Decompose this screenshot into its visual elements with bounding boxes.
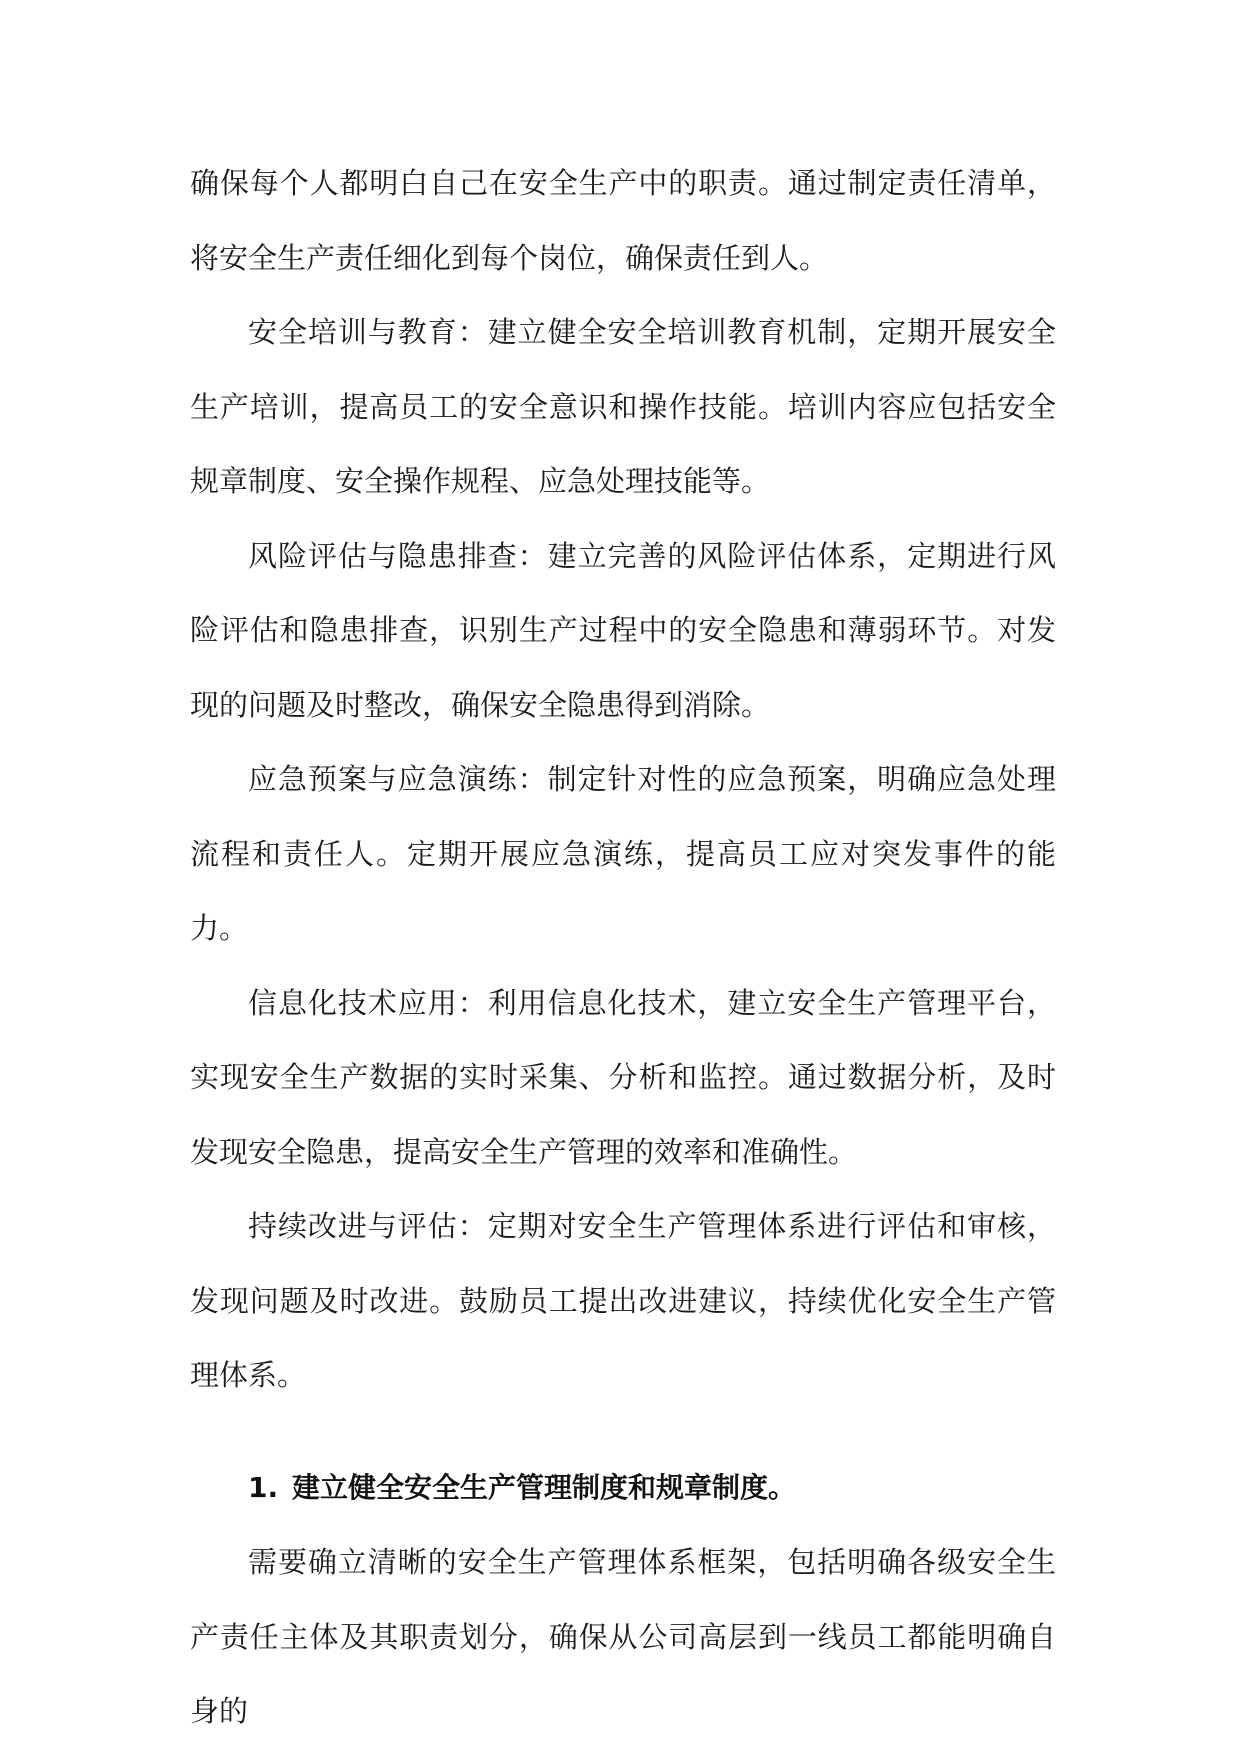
- paragraph-management-framework: 需要确立清晰的安全生产管理体系框架，包括明确各级安全生产责任主体及其职责划分，确保从公司高层到一线员工都能明确自身的: [190, 1545, 1056, 1728]
- paragraph-emergency-plan: 应急预案与应急演练：制定针对性的应急预案，明确应急处理流程和责任人。定期开展应急演练，提高员工应对突发事件的能力。: [190, 762, 1056, 945]
- paragraph-safety-training: 安全培训与教育：建立健全安全培训教育机制，定期开展安全生产培训，提高员工的安全意识和操作技能。培训内容应包括安全规章制度、安全操作规程、应急处理技能等。: [190, 315, 1056, 498]
- paragraph-it-application: 信息化技术应用：利用信息化技术，建立安全生产管理平台，实现安全生产数据的实时采集、分析和监控。通过数据分析，及时发现安全隐患，提高安全生产管理的效率和准确性。: [190, 985, 1056, 1169]
- section-heading: [190, 1451, 1056, 1526]
- section-heading-number: 1.: [248, 1470, 279, 1504]
- paragraph-risk-assessment: 风险评估与隐患排查：建立完善的风险评估体系，定期进行风险评估和隐患排查，识别生产过程中的安全隐患和薄弱环节。对发现的问题及时整改，确保安全隐患得到消除。: [190, 538, 1056, 722]
- section-heading-text: 建立健全安全生产管理制度和规章制度。: [292, 1470, 797, 1504]
- document-body: [190, 146, 1056, 1749]
- paragraph-continuous-improvement: 持续改进与评估：定期对安全生产管理体系进行评估和审核，发现问题及时改进。鼓励员工提出改进建议，持续优化安全生产管理体系。: [190, 1209, 1056, 1392]
- paragraph-responsibility-continued: 确保每个人都明白自己在安全生产中的职责。通过制定责任清单，将安全生产责任细化到每个岗位，确保责任到人。: [190, 166, 1056, 275]
